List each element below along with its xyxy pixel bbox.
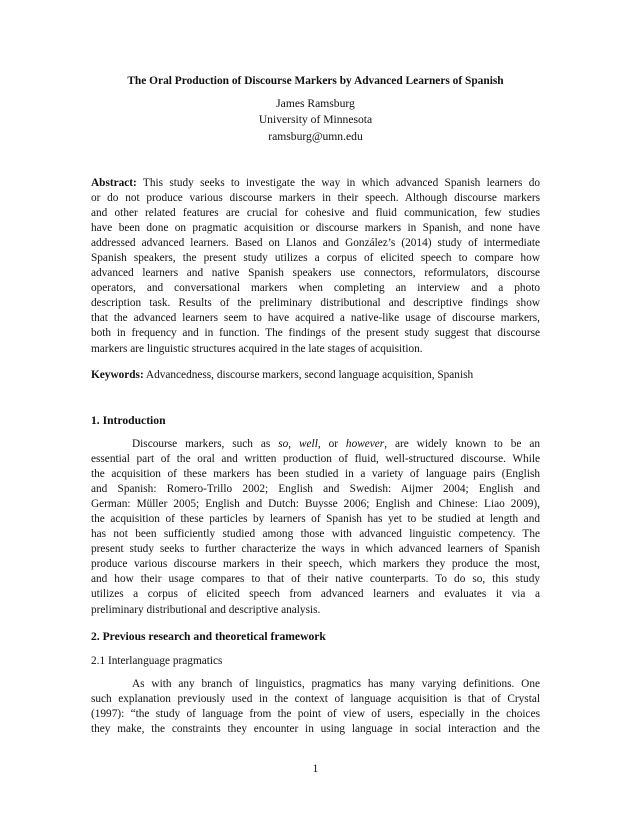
abstract-line: description task. Results of the preliminary distributional and descriptive findings show [91, 297, 540, 310]
abstract-line: that the advanced learners seem to have acquired a native-like usage of discourse markers, [91, 312, 540, 325]
pragmatics-line: As with any branch of linguistics, pragmatics has many varying definitions. One [132, 678, 540, 690]
abstract-line: markers are linguistic structures acquired in the late stages of acquisition. [91, 342, 423, 355]
intro-text: , or [317, 438, 346, 450]
keywords-text: Advancedness, discourse markers, second language acquisition, Spanish [143, 369, 474, 381]
abstract-label: Abstract: [91, 177, 137, 189]
section-heading-previous-research: 2. Previous research and theoretical framework [91, 630, 326, 643]
abstract-line: addressed advanced learners. Based on Llanos and González’s (2014) study of intermediate [91, 237, 540, 250]
abstract-line: have been done on pragmatic acquisition or discourse markers in Spanish, and none have [91, 222, 540, 235]
abstract-line: Spanish speakers, the present study utilizes a corpus of elicited speech to compare how [91, 252, 540, 265]
intro-line: essential part of the oral and written production of fluid, well-structured discourse. While [91, 453, 540, 466]
intro-line: and how their usage compares to that of their native counterparts. To do so, this study [91, 573, 540, 586]
abstract [91, 176, 540, 357]
intro-line: and Spanish: Romero-Trillo 2002; English and Swedish: Aijmer 2004; English and [91, 483, 540, 496]
page-number: 1 [312, 763, 319, 775]
intro-line: the acquisition of these particles by learners of Spanish has yet to be studied at length and [91, 513, 540, 526]
pragmatics-line: they make, the constraints they encounter in using language in social interaction and the [91, 723, 540, 736]
example-term: so [278, 438, 289, 450]
introduction-paragraph [91, 437, 540, 618]
example-term: well [299, 438, 318, 450]
intro-text: , [288, 438, 299, 450]
author-name: James Ramsburg [276, 97, 355, 110]
intro-text: , are widely known to be an [384, 438, 540, 450]
pragmatics-paragraph [91, 677, 540, 737]
pragmatics-line: (1997): “the study of language from the point of view of users, especially in the choices [91, 708, 540, 721]
keywords [91, 368, 540, 383]
pragmatics-line: such explanation previously used in the context of language acquisition is that of Crystal [91, 693, 540, 706]
keywords-label: Keywords: [91, 369, 144, 381]
abstract-line: operators, and conversational markers when completing an interview and a photo [91, 282, 540, 295]
author-block [91, 96, 540, 145]
intro-line: produce various discourse markers in their speech, which markers they produce the most, [91, 558, 540, 571]
author-email: ramsburg@umn.edu [268, 129, 363, 143]
abstract-line: advanced learners and native Spanish speakers use connectors, reformulators, discourse [91, 267, 540, 280]
intro-line: preliminary distributional and descriptive analysis. [91, 603, 321, 616]
intro-line: has not been sufficiently studied among those with advanced linguistic competency. The [91, 528, 540, 541]
intro-line: the acquisition of these markers has been studied in a variety of language pairs (English [91, 468, 540, 481]
paper-title: The Oral Production of Discourse Markers by Advanced Learners of Spanish [127, 75, 504, 87]
intro-text: Discourse markers, such as [132, 438, 279, 450]
abstract-line: This study seeks to investigate the way in which advanced Spanish learners do [136, 177, 540, 189]
intro-line: utilizes a corpus of elicited speech from advanced learners and evaluates it via a [91, 588, 540, 601]
abstract-line: both in frequency and in function. The findings of the present study suggest that discourse [91, 327, 540, 340]
section-heading-introduction: 1. Introduction [91, 414, 166, 427]
intro-line: present study seeks to further characterize the ways in which advanced learners of Spanish [91, 543, 540, 556]
subsection-heading-interlanguage-pragmatics: 2.1 Interlanguage pragmatics [91, 655, 223, 667]
example-term: however [345, 438, 385, 450]
author-affiliation: University of Minnesota [258, 113, 373, 127]
abstract-line: or do not produce various discourse markers in their speech. Although discourse markers [91, 192, 540, 205]
abstract-line: and other related features are crucial for cohesive and fluid communication, few studies [91, 207, 540, 220]
intro-line: German: Müller 2005; English and Dutch: Buysse 2006; English and Chinese: Liao 2009), [91, 498, 540, 511]
